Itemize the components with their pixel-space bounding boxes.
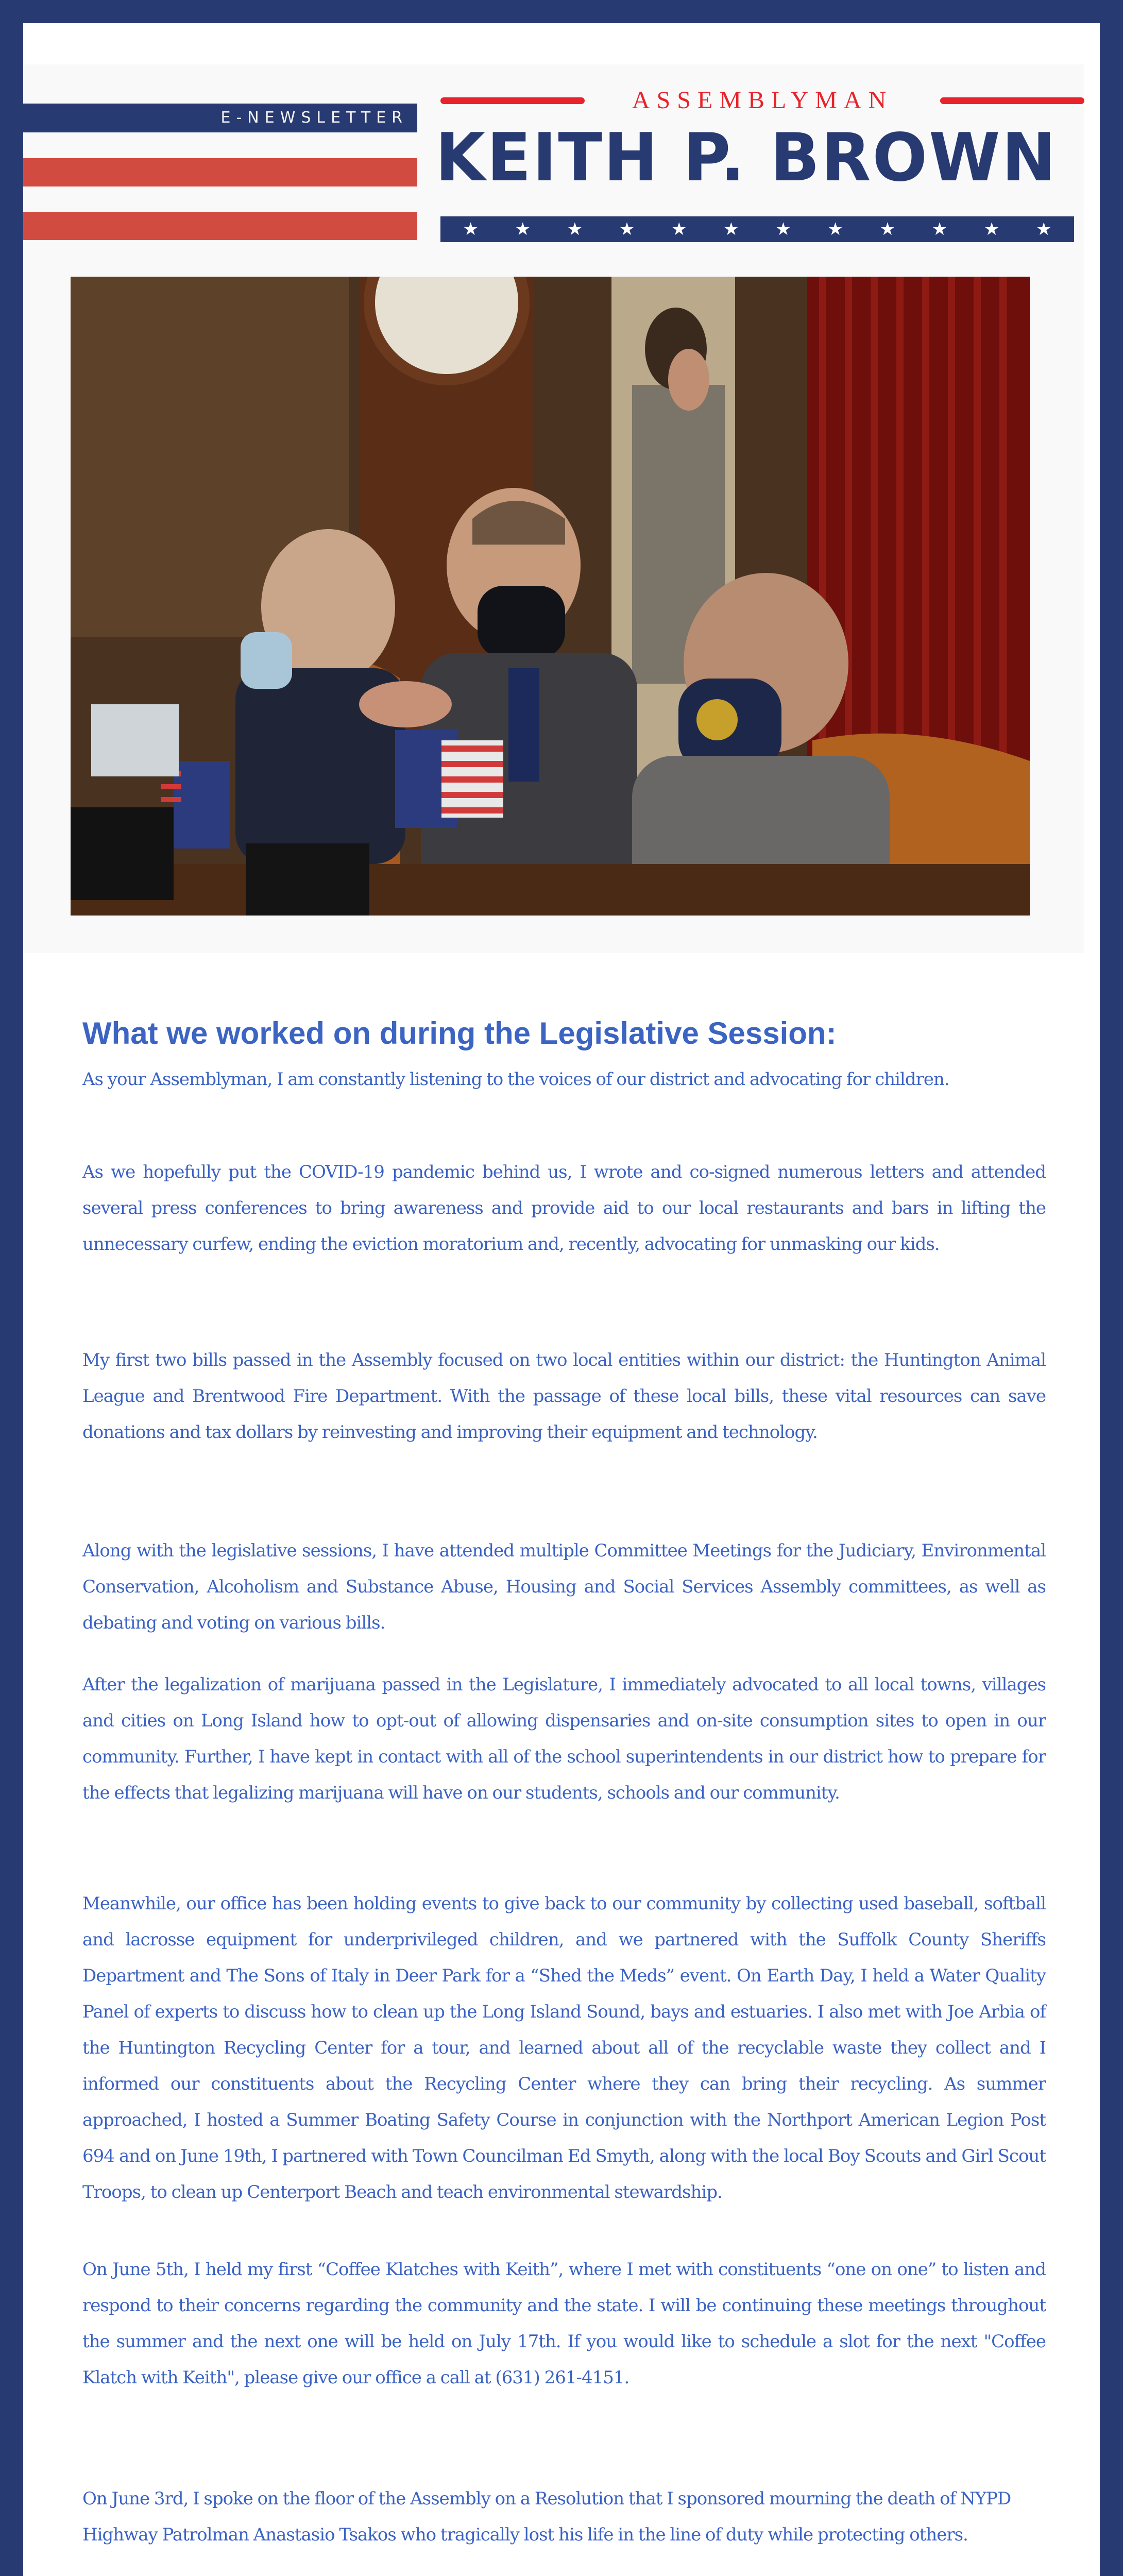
paragraph: Along with the legislative sessions, I have attended multiple Committee Meetings for the Judiciary, Environmental Conservation, Alcoholism and Substance Abuse, Housing and Social Services Assembly committees, as well as debating and voting on various bills. (82, 1540, 1046, 1633)
photo-section (23, 260, 1084, 953)
paragraph: On June 5th, I held my first “Coffee Klatches with Keith”, where I met with constituents “one on one” to listen and respond to their concerns regarding the community and the state. I will be continuing these meetings throughout the summer and the next one will be held on July 17th. If you would like to schedule a slot for the next "Coffee Klatch with Keith", please give our office a call at (631) 261-4151. (82, 2259, 1046, 2388)
star-icon: ★ (619, 219, 635, 240)
eyebrow-stripe (23, 104, 417, 132)
title-prefix-row (440, 85, 1084, 116)
paragraph: As your Assemblyman, I am constantly listening to the voices of our district and advocating for children. (82, 1069, 949, 1090)
section-heading: What we worked on during the Legislative Session: (82, 1016, 837, 1051)
paragraph: On June 3rd, I spoke on the floor of the Assembly on a Resolution that I sponsored mourning the death of NYPD Highway Patrolman Anastasio Tsakos who tragically lost his life in the line of duty while protecting others. (82, 2488, 1011, 2545)
assembly-chamber-photo (71, 277, 1030, 916)
decorative-rule (940, 97, 1084, 104)
photo-illustration (71, 277, 1030, 916)
eyebrow-label: E-NEWSLETTER (220, 109, 408, 127)
star-icon: ★ (827, 219, 843, 240)
red-stripe (23, 212, 417, 240)
newsletter-frame (23, 23, 1100, 2576)
paragraph: My first two bills passed in the Assembly focused on two local entities within our district: the Huntington Animal League and Brentwood Fire Department. With the passage of these local bills, these vital resources can save donations and tax dollars by reinvesting and improving their equipment and technology. (82, 1350, 1046, 1443)
newsletter-title: KEITH P. BROWN (435, 120, 1058, 196)
title-prefix: ASSEMBLYMAN (632, 87, 893, 114)
star-icon: ★ (879, 219, 896, 240)
star-icon: ★ (567, 219, 583, 240)
star-icon: ★ (1036, 219, 1052, 240)
star-icon: ★ (775, 219, 791, 240)
paragraph: Meanwhile, our office has been holding events to give back to our community by collecting used baseball, softball and lacrosse equipment for underprivileged children, and we partnered with the Suffolk County Sheriffs Department and The Sons of Italy in Deer Park for a “Shed the Meds” event. On Earth Day, I held a Water Quality Panel of experts to discuss how to clean up the Long Island Sound, bays and estuaries. I also met with Joe Arbia of the Huntington Recycling Center for a tour, and learned about all of the recyclable waste they collect and I informed our constituents about the Recycling Center where they can bring their recycling. As summer approached, I hosted a Summer Boating Safety Course in conjunction with the Northport American Legion Post 694 and on June 19th, I partnered with Town Councilman Ed Smyth, along with the local Boy Scouts and Girl Scout Troops, to clean up Centerport Beach and teach environmental stewardship. (82, 1893, 1046, 2202)
star-bar (440, 216, 1074, 242)
star-icon: ★ (463, 219, 479, 240)
paragraph: After the legalization of marijuana passed in the Legislature, I immediately advocated to all local towns, villages and cities on Long Island how to opt-out of allowing dispensaries and on-site consumption sites to open in our community. Further, I have kept in contact with all of the school superintendents in our district how to prepare for the effects that legalizing marijuana will have on our students, schools and our community. (82, 1674, 1046, 1803)
star-icon: ★ (515, 219, 531, 240)
star-icon: ★ (723, 219, 739, 240)
paragraph: As we hopefully put the COVID-19 pandemic behind us, I wrote and co-signed numerous letters and attended several press conferences to bring awareness and provide aid to our local restaurants and bars in lifting the unnecessary curfew, ending the eviction moratorium and, recently, advocating for unmasking our kids. (82, 1162, 1046, 1255)
star-icon: ★ (983, 219, 1000, 240)
header-banner (23, 64, 1084, 260)
red-stripe (23, 158, 417, 187)
decorative-rule (440, 97, 585, 104)
star-icon: ★ (931, 219, 948, 240)
star-icon: ★ (671, 219, 687, 240)
